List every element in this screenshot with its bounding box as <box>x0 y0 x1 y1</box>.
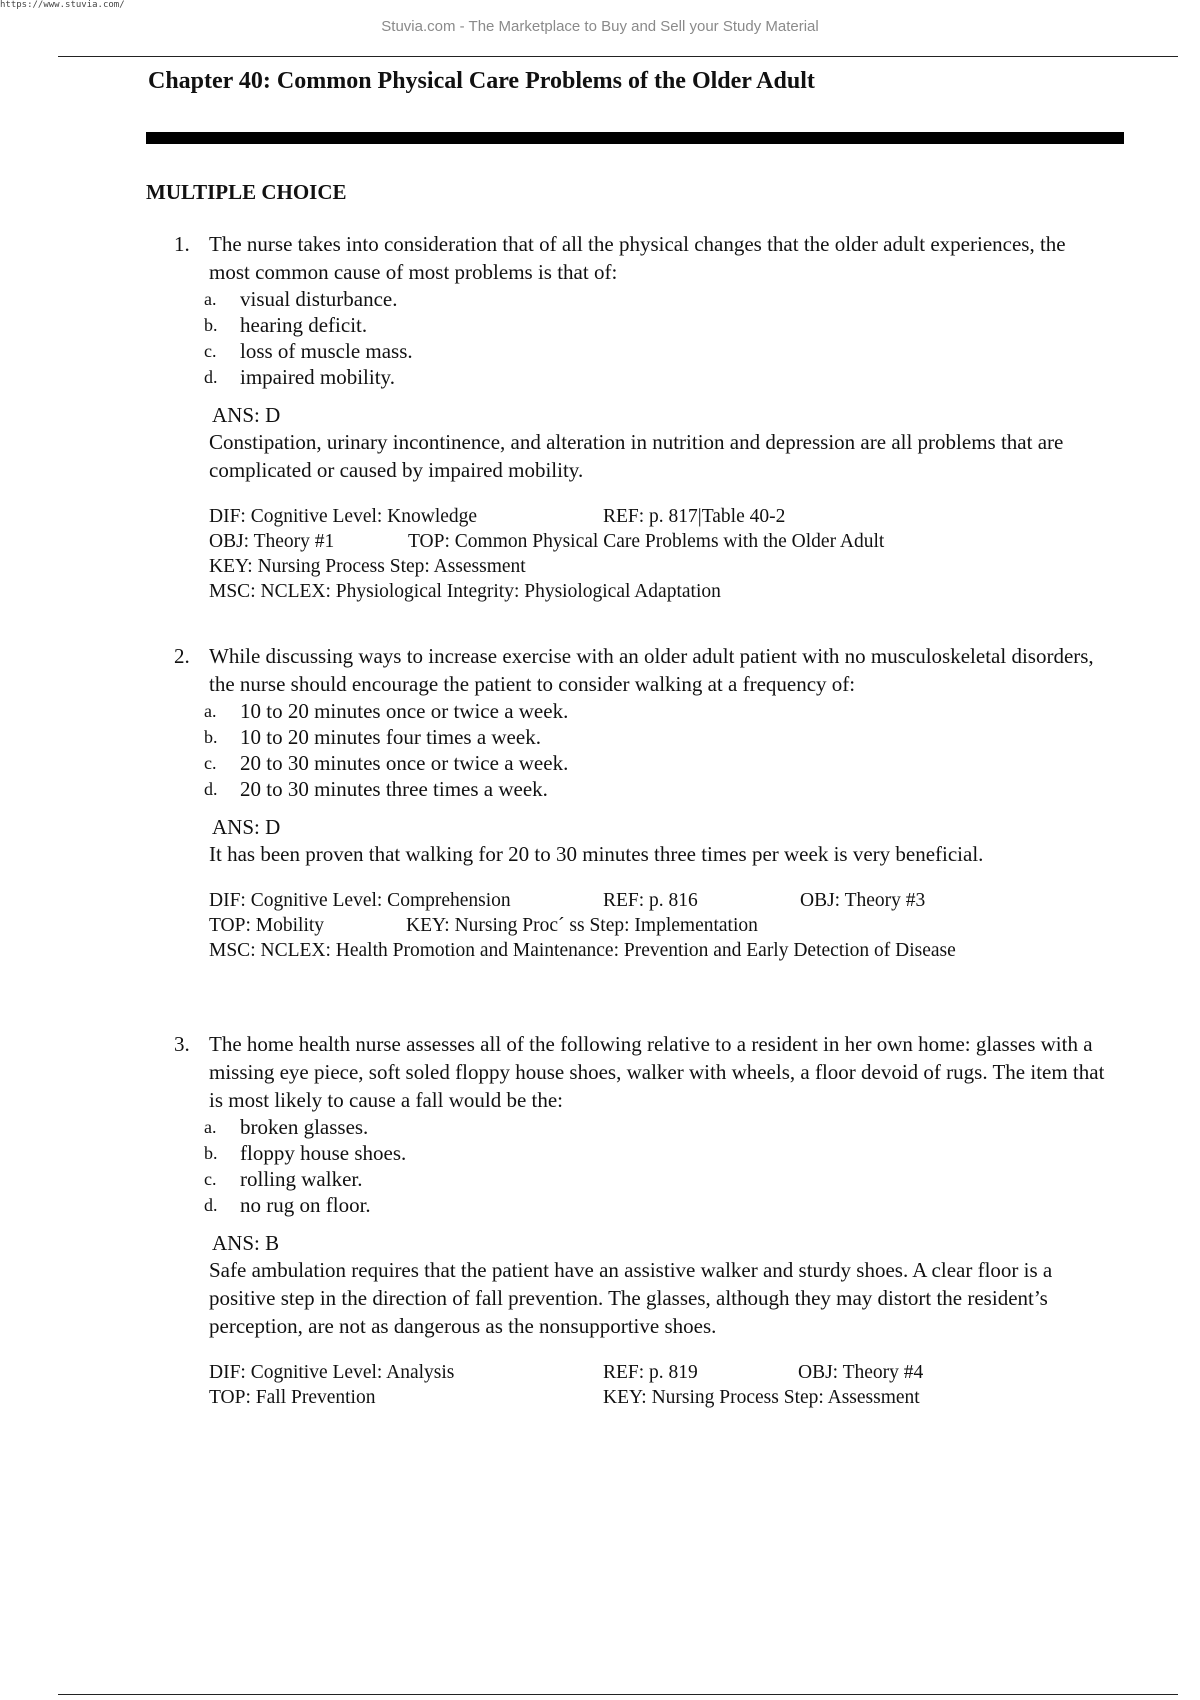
option-letter: a. <box>204 701 217 721</box>
meta-key: KEY: Nursing Process Step: Assessment <box>209 556 526 577</box>
answer: ANS: D <box>212 815 281 839</box>
meta-dif: DIF: Cognitive Level: Knowledge <box>209 506 478 527</box>
meta-top: TOP: Fall Prevention <box>209 1387 376 1408</box>
question-number: 2. <box>174 644 190 668</box>
option-letter: b. <box>204 315 218 335</box>
option-letter: d. <box>204 367 218 387</box>
option-letter: c. <box>204 1169 217 1189</box>
meta-dif: DIF: Cognitive Level: Analysis <box>209 1362 455 1383</box>
option-c <box>0 1166 1200 1192</box>
option-b <box>0 1140 1200 1166</box>
option-text: hearing deficit. <box>240 313 368 337</box>
question-number: 3. <box>174 1032 190 1056</box>
meta-ref: REF: p. 817|Table 40-2 <box>603 506 786 527</box>
option-b <box>0 724 1200 750</box>
option-d <box>0 364 1200 390</box>
question-metadata <box>0 1360 1200 1410</box>
meta-top: TOP: Common Physical Care Problems with the Older Adult <box>408 531 885 552</box>
meta-msc: MSC: NCLEX: Physiological Integrity: Physiological Adaptation <box>209 581 721 602</box>
option-text: rolling walker. <box>240 1167 363 1191</box>
question-text: The home health nurse assesses all of the following relative to a resident in her own home: glasses with a missing eye piece, soft soled floppy house shoes, walker with wheels, a floor devoid of rugs. The item that is most likely to cause a fall would be the: <box>209 1032 1105 1112</box>
option-text: 20 to 30 minutes once or twice a week. <box>240 751 569 775</box>
option-text: 10 to 20 minutes four times a week. <box>240 725 541 749</box>
option-letter: a. <box>204 289 217 309</box>
option-letter: d. <box>204 1195 218 1215</box>
option-letter: c. <box>204 753 217 773</box>
meta-ref: REF: p. 819 <box>603 1362 698 1383</box>
question-number: 1. <box>174 232 190 256</box>
title-bar <box>146 132 1124 144</box>
question-stem <box>0 230 1109 286</box>
option-text: loss of muscle mass. <box>240 339 413 363</box>
option-a <box>0 286 1200 312</box>
option-c <box>0 338 1200 364</box>
option-text: 10 to 20 minutes once or twice a week. <box>240 699 569 723</box>
answer: ANS: D <box>212 403 281 427</box>
question-metadata <box>0 888 1200 963</box>
rationale: Constipation, urinary incontinence, and alteration in nutrition and depression are all problems that are complicated or caused by impaired mobility. <box>209 430 1064 482</box>
site-header: Stuvia.com - The Marketplace to Buy and Sell your Study Material <box>381 18 819 35</box>
option-text: broken glasses. <box>240 1115 369 1139</box>
option-text: impaired mobility. <box>240 365 395 389</box>
chapter-title: Chapter 40: Common Physical Care Problems of the Older Adult <box>148 68 815 94</box>
meta-key: KEY: Nursing Process Step: Assessment <box>603 1387 920 1408</box>
option-text: 20 to 30 minutes three times a week. <box>240 777 548 801</box>
question-text: While discussing ways to increase exercise with an older adult patient with no musculoskeletal disorders, the nurse should encourage the patient to consider walking at a frequency of: <box>209 644 1094 696</box>
option-text: floppy house shoes. <box>240 1141 407 1165</box>
option-letter: b. <box>204 727 218 747</box>
answer: ANS: B <box>212 1231 280 1255</box>
header-rule <box>58 56 1178 57</box>
meta-top: TOP: Mobility <box>209 915 325 936</box>
option-a <box>0 1114 1200 1140</box>
option-letter: d. <box>204 779 218 799</box>
question-2 <box>0 642 1200 963</box>
option-a <box>0 698 1200 724</box>
rationale: It has been proven that walking for 20 to 30 minutes three times per week is very beneficial. <box>209 842 984 866</box>
meta-obj: OBJ: Theory #3 <box>800 890 926 911</box>
question-stem <box>0 1030 1109 1114</box>
option-letter: c. <box>204 341 217 361</box>
question-metadata <box>0 504 1200 604</box>
option-b <box>0 312 1200 338</box>
meta-msc: MSC: NCLEX: Health Promotion and Maintenance: Prevention and Early Detection of Disease <box>209 940 956 961</box>
section-heading: MULTIPLE CHOICE <box>146 180 347 204</box>
question-3 <box>0 1030 1200 1410</box>
option-text: visual disturbance. <box>240 287 398 311</box>
option-letter: b. <box>204 1143 218 1163</box>
question-stem <box>0 642 1109 698</box>
option-d <box>0 1192 1200 1218</box>
question-1 <box>0 230 1200 604</box>
question-text: The nurse takes into consideration that of all the physical changes that the older adult experiences, the most common cause of most problems is that of: <box>209 232 1066 284</box>
meta-key: KEY: Nursing Proc´ ss Step: Implementation <box>406 915 758 936</box>
meta-obj: OBJ: Theory #4 <box>798 1362 924 1383</box>
option-text: no rug on floor. <box>240 1193 371 1217</box>
option-letter: a. <box>204 1117 217 1137</box>
option-d <box>0 776 1200 802</box>
meta-ref: REF: p. 816 <box>603 890 698 911</box>
meta-dif: DIF: Cognitive Level: Comprehension <box>209 890 511 911</box>
source-url: https://www.stuvia.com/ <box>0 0 125 10</box>
rationale: Safe ambulation requires that the patient have an assistive walker and sturdy shoes. A clear floor is a positive step in the direction of fall prevention. The glasses, although they may distort the resident’s perception, are not as dangerous as the nonsupportive shoes. <box>209 1258 1053 1338</box>
footer-rule <box>58 1694 1178 1695</box>
meta-obj: OBJ: Theory #1 <box>209 531 335 552</box>
option-c <box>0 750 1200 776</box>
